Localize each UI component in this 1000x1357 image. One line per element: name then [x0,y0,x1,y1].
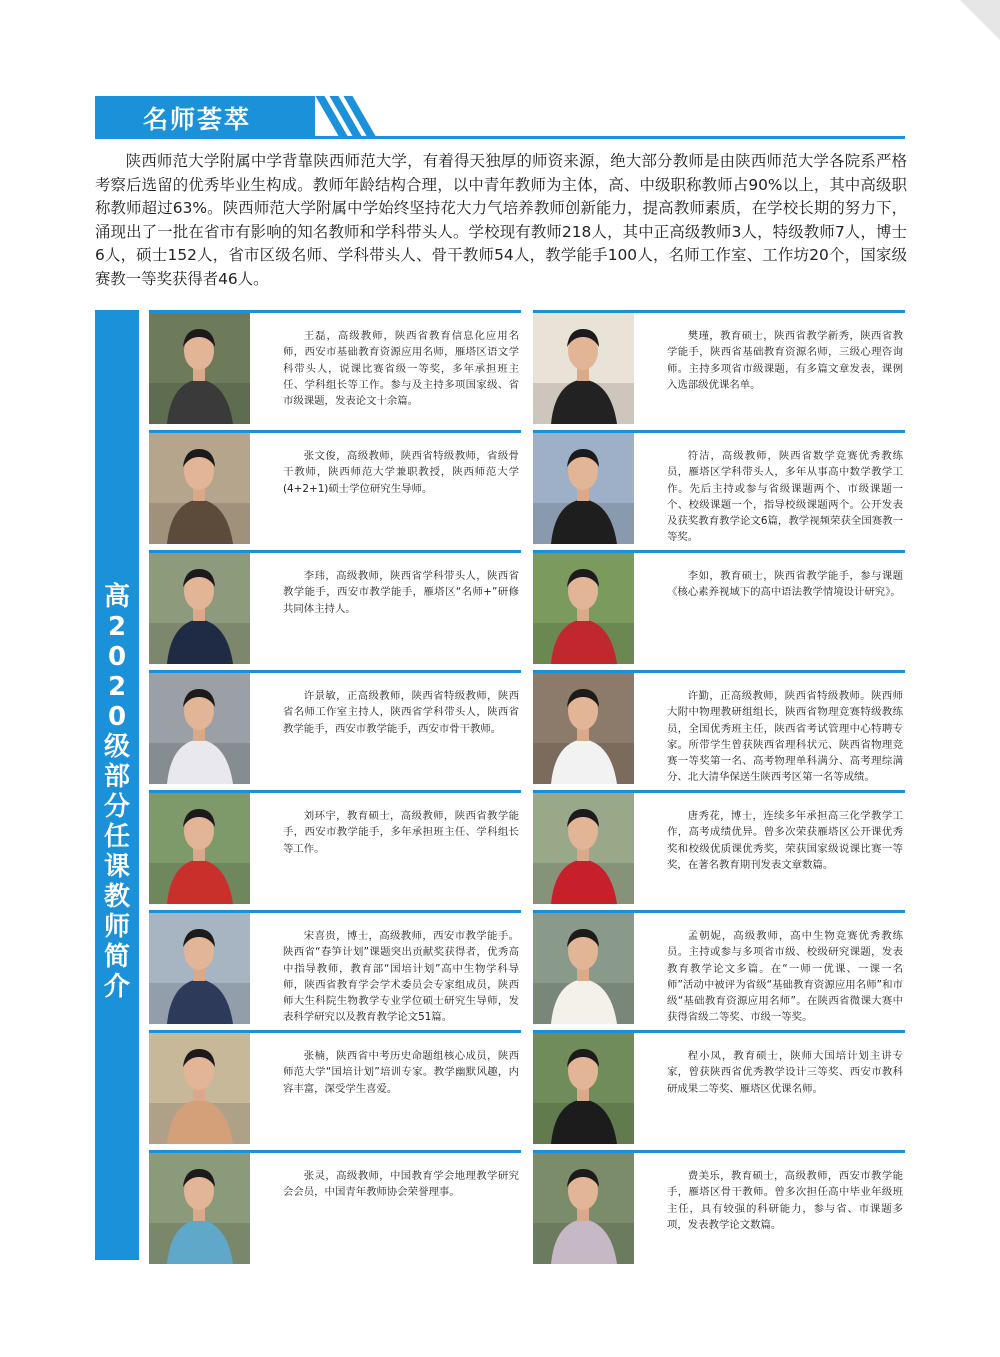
teacher-card [149,1150,521,1264]
teacher-photo-illustration [533,793,634,904]
teacher-description: 樊瑾，教育硕士，陕西省教学新秀，陕西省教学能手，陕西省基础教育资源名师，三级心理咨询师。主持多项省市级课题，有多篇文章发表，课例入选部级优课名单。 [667,330,903,391]
side-title-char: 教 [103,882,130,912]
teacher-photo-illustration [149,433,250,544]
teacher-description: 张文俊，高级教师，陕西省特级教师，省级骨干教师，陕西师范大学兼职教授，陕西师范大学(4+2+1)硕士学位研究生导师。 [283,450,519,495]
side-title-char: 部 [103,762,130,792]
teacher-photo [533,553,634,664]
teacher-photo-illustration [533,913,634,1024]
teacher-card [533,1150,905,1264]
side-banner [95,310,139,1260]
teacher-description: 许景敏，正高级教师，陕西省特级教师，陕西省名师工作室主持人，陕西省学科带头人，陕西省教学能手，西安市教学能手，西安市骨干教师。 [283,690,519,735]
side-title-char: 2 [107,612,127,642]
teacher-card [149,910,521,1024]
teacher-photo [149,793,250,904]
teacher-description: 费美乐，教育硕士，高级教师，西安市教学能手，雁塔区骨干教师。曾多次担任高中毕业年级班主任，具有较强的科研能力，参与省、市课题多项，发表教学论文数篇。 [667,1170,903,1231]
side-title-char: 0 [107,642,127,672]
teacher-description: 程小凤，教育硕士，陕师大国培计划主讲专家，曾获陕西省优秀教学设计三等奖、西安市教科研成果二等奖、雁塔区优课名师。 [667,1050,903,1095]
teacher-photo [533,673,634,784]
teacher-card [149,790,521,904]
teacher-photo [149,913,250,1024]
teacher-photo [149,553,250,664]
teacher-photo [533,793,634,904]
teacher-card [533,550,905,664]
teacher-card [533,790,905,904]
teacher-photo-illustration [533,313,634,424]
teacher-description: 许勤，正高级教师，陕西省特级教师。陕西师大附中物理教研组组长，陕西省物理竞赛特级教练员，全国优秀班主任，陕西省考试管理中心特聘专家。所带学生曾获陕西省理科状元、陕西省物理竞赛一等奖第一名、高考物理单科满分、高考理综满分、北大清华保送生陕西考区第一名等成绩。 [667,690,903,784]
teacher-photo-illustration [533,1153,634,1264]
teacher-description: 张楠，陕西省中考历史命题组核心成员，陕西师范大学“国培计划”培训专家。教学幽默风趣，内容丰富，深受学生喜爱。 [283,1050,519,1095]
teacher-card [149,550,521,664]
teacher-photo-illustration [149,1153,250,1264]
side-title-char: 师 [103,912,130,942]
teacher-photo-illustration [149,793,250,904]
teacher-description: 宋喜贵，博士，高级教师，西安市教学能手。陕西省“春笋计划”课题突出贡献奖获得者，优秀高中指导教师，教育部“国培计划”高中生物学科导师，陕西省教育学会学术委员会专家组成员，陕西师大生科院生物教学专业学位硕士研究生导师，发表科学研究以及教育教学论文51篇。 [283,930,519,1024]
header-title: 名师荟萃 [143,105,252,134]
teacher-photo-illustration [149,553,250,664]
teacher-description: 张灵，高级教师，中国教育学会地理教学研究会会员，中国青年教师协会荣誉理事。 [283,1170,519,1199]
teacher-photo-illustration [533,673,634,784]
teacher-photo-illustration [149,913,250,1024]
teacher-description: 符洁，高级教师，陕西省数学竞赛优秀教练员，雁塔区学科带头人，多年从事高中数学教学工作。先后主持或参与省级课题两个、市级课题一个、校级课题一个，指导校级课题两个。公开发表及获奖教育教学论文6篇，教学视频荣获全国赛教一等奖。 [667,450,903,544]
teacher-card [149,310,521,424]
side-banner-title [95,582,139,1002]
side-title-char: 简 [103,942,130,972]
teacher-photo [149,673,250,784]
side-title-char: 高 [103,582,130,612]
teacher-photo [149,1153,250,1264]
side-title-char: 级 [103,732,130,762]
side-title-char: 课 [103,852,130,882]
teacher-photo [149,1033,250,1144]
teacher-photo [533,1153,634,1264]
section-header [95,96,905,140]
teacher-description: 唐秀花，博士，连续多年承担高三化学教学工作，高考成绩优异。曾多次荣获雁塔区公开课优秀奖和校级优质课优秀奖，荣获国家级说课比赛一等奖，在著名教育期刊发表文章数篇。 [667,810,903,871]
header-title-box [95,96,315,136]
intro-paragraph: 陕西师范大学附属中学背靠陕西师范大学，有着得天独厚的师资来源，绝大部分教师是由陕西师范大学各院系严格考察后选留的优秀毕业生构成。教师年龄结构合理，以中青年教师为主体，高、中级职称教师占90%以上，其中高级职称教师超过63%。陕西师范大学附属中学始终坚持花大力气培养教师创新能力，提高教师素质，在学校长期的努力下，涌现出了一批在省市有影响的知名教师和学科带头人。学校现有教师218人，其中正高级教师3人，特级教师7人，博士6人，硕士152人，省市区级名师、学科带头人、骨干教师54人，教学能手100人，名师工作室、工作坊20个，国家级赛教一等奖获得者46人。 [95,152,907,288]
teacher-description: 孟朝妮，高级教师，高中生物竞赛优秀教练员。主持或参与多项省市级、校级研究课题，发表教育教学论文多篇。在“一师一优课、一课一名师”活动中被评为省级“基础教育资源应用名师”和市级“基础教育资源应用名师”。在陕西省微课大赛中获得省级二等奖、市级一等奖。 [667,930,903,1024]
teacher-card [533,910,905,1024]
teacher-card [149,430,521,544]
teacher-photo-illustration [533,553,634,664]
header-underline [95,136,905,139]
side-title-char: 介 [103,972,130,1002]
teacher-card [533,670,905,784]
teacher-photo-illustration [149,673,250,784]
teacher-description: 李玮，高级教师，陕西省学科带头人，陕西省教学能手，西安市教学能手，雁塔区“名师+”研修共同体主持人。 [283,570,519,615]
side-title-char: 任 [103,822,130,852]
teacher-photo [533,1033,634,1144]
teacher-photo [533,313,634,424]
teacher-description: 李如，教育硕士，陕西省教学能手，参与课题《核心素养视域下的高中语法教学情境设计研究》。 [667,570,903,599]
teacher-card [149,670,521,784]
teacher-card [533,1030,905,1144]
side-title-char: 0 [107,702,127,732]
teacher-photo-illustration [149,1033,250,1144]
page-corner-decoration [960,0,1000,40]
teacher-photo-illustration [533,1033,634,1144]
teacher-card [533,430,905,544]
teacher-card [533,310,905,424]
teacher-photo [533,433,634,544]
teacher-photo [149,313,250,424]
teacher-description: 王磊，高级教师，陕西省教育信息化应用名师，西安市基础教育资源应用名师，雁塔区语文学科带头人，说课比赛省级一等奖，多年承担班主任、学科组长等工作。参与及主持多项国家级、省市级课题，发表论文十余篇。 [283,330,519,408]
teacher-photo-illustration [149,313,250,424]
teacher-description: 刘环宇，教育硕士，高级教师，陕西省教学能手，西安市教学能手，多年承担班主任、学科组长等工作。 [283,810,519,855]
teacher-card [149,1030,521,1144]
side-title-char: 分 [103,792,130,822]
side-title-char: 2 [107,672,127,702]
teacher-photo-illustration [533,433,634,544]
teacher-photo [533,913,634,1024]
teacher-photo [149,433,250,544]
